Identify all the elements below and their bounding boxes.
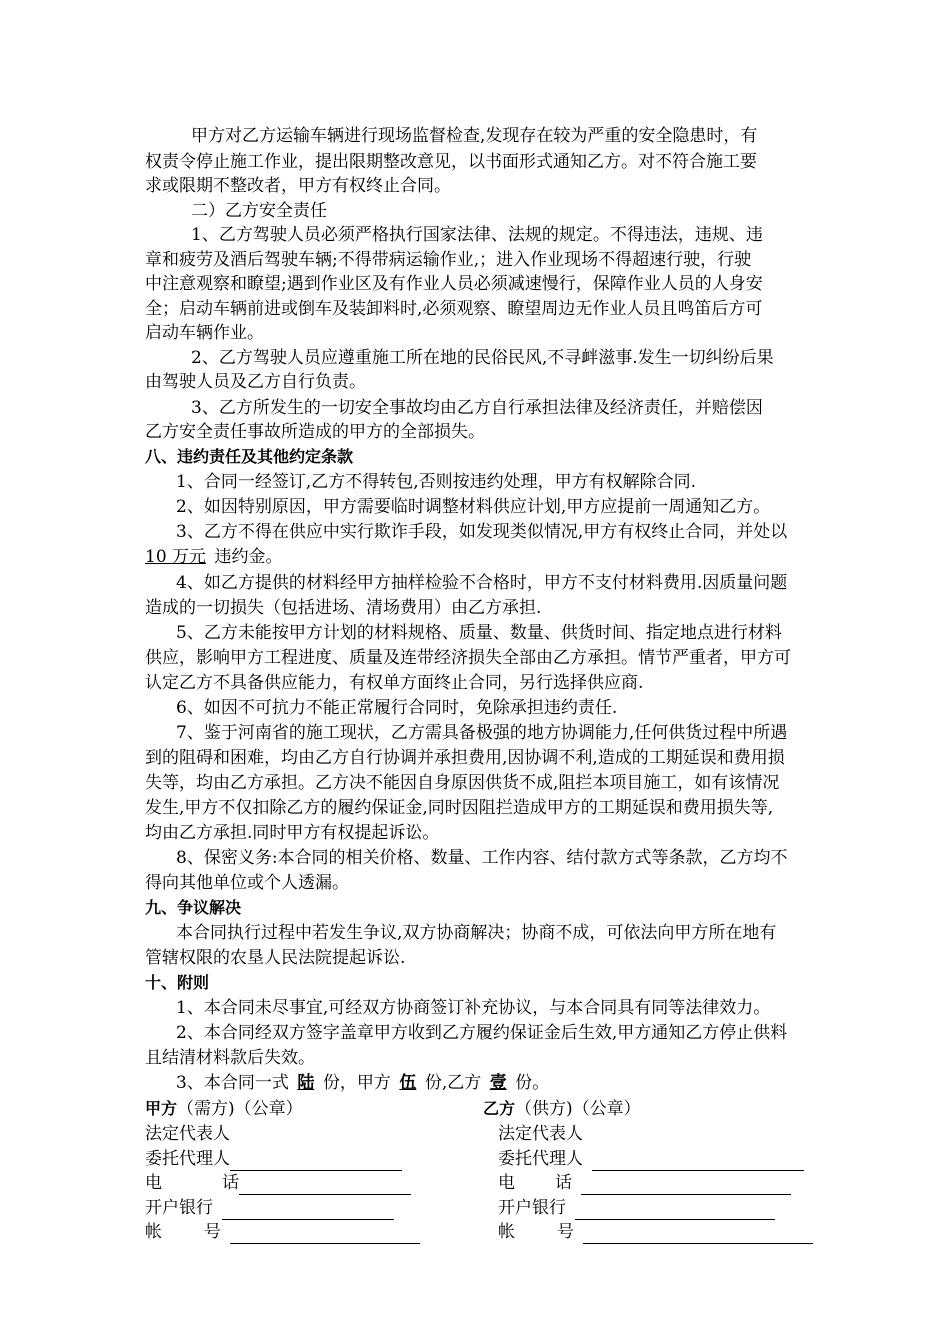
- paragraph-line: 4、如乙方提供的材料经甲方抽样检验不合格时，甲方不支付材料费用.因质量问题: [176, 573, 788, 593]
- paragraph-line: 供应，影响甲方工程进度、质量及连带经济损失全部由乙方承担。情节严重者，甲方可: [145, 648, 791, 668]
- section-heading-breach: 八、违约责任及其他约定条款: [145, 447, 354, 466]
- party-a-seal-note: （需方)（公章）: [177, 1099, 303, 1119]
- party-a-title: [145, 1097, 303, 1121]
- party-b-bank-row: [498, 1196, 775, 1220]
- section-heading-dispute: 九、争议解决: [145, 898, 242, 917]
- penalty-amount: 10 万元: [145, 547, 207, 567]
- party-a-legal-rep: 法定代表人: [145, 1124, 230, 1144]
- copies-suffix: 份。: [515, 1073, 550, 1093]
- account-label-1: 帐: [498, 1222, 515, 1242]
- paragraph-line: 求或限期不整改者，甲方有权终止合同。: [145, 176, 451, 196]
- party-b-agent-row: [498, 1147, 804, 1171]
- paragraph-line: 权责令停止施工作业，提出限期整改意见，以书面形式通知乙方。对不符合施工要: [145, 152, 757, 172]
- account-label-1: 帐: [145, 1222, 162, 1242]
- agent-label: 委托代理人: [498, 1149, 583, 1169]
- paragraph-line: 发生,甲方不仅扣除乙方的履约保证金,同时因阻拦造成甲方的工期延误和费用损失等,: [145, 798, 774, 818]
- party-b-legal-rep: 法定代表人: [498, 1124, 583, 1144]
- paragraph-line: 5、乙方未能按甲方计划的材料规格、质量、数量、供货时间、指定地点进行材料: [176, 623, 782, 643]
- party-a-phone-row: [145, 1171, 411, 1195]
- paragraph-line: 8、保密义务:本合同的相关价格、数量、工作内容、结付款方式等条款，乙方均不: [176, 848, 788, 868]
- paragraph-line: 本合同执行过程中若发生争议,双方协商解决；协商不成，可依法向甲方所在地有: [176, 923, 777, 943]
- copies-line: [176, 1071, 549, 1095]
- paragraph-line: 认定乙方不具备供应能力，有权单方面终止合同，另行选择供应商.: [145, 673, 644, 693]
- paragraph-line: 启动车辆作业。: [145, 323, 264, 343]
- party-b-bank-blank[interactable]: [575, 1202, 775, 1220]
- paragraph-line: 2、本合同经双方签字盖章甲方收到乙方履约保证金后生效,甲方通知乙方停止供料: [176, 1023, 788, 1043]
- paragraph-line: 1、合同一经签订,乙方不得转包,否则按违约处理，甲方有权解除合同.: [176, 472, 697, 492]
- paragraph-line: 且结清材料款后失效。: [145, 1048, 315, 1068]
- paragraph-line: 6、如因不可抗力不能正常履行合同时，免除承担违约责任.: [176, 698, 618, 718]
- party-a-account-blank[interactable]: [230, 1226, 420, 1244]
- paragraph-line: 到的阻碍和困难，均由乙方自行协调并承担费用,因协调不利,造成的工期延误和费用损: [145, 748, 785, 768]
- paragraph-line: 章和疲劳及酒后驾驶车辆;不得带病运输作业,；进入作业现场不得超速行驶，行驶: [145, 250, 752, 270]
- party-a-agent-blank[interactable]: [230, 1153, 402, 1171]
- party-a-agent-row: [145, 1147, 402, 1171]
- section-heading-appendix: 十、附则: [145, 973, 210, 992]
- account-label-2: 号: [204, 1222, 221, 1242]
- phone-label-2: 话: [555, 1173, 572, 1193]
- paragraph-line: 由驾驶人员及乙方自行负责。: [145, 372, 366, 392]
- party-a-account-row: [145, 1220, 420, 1244]
- party-a-phone-blank[interactable]: [239, 1177, 411, 1195]
- party-a-bank-blank[interactable]: [222, 1202, 394, 1220]
- paragraph-line: 7、鉴于河南省的施工现状，乙方需具备极强的地方协调能力,任何供货过程中所遇: [176, 723, 788, 743]
- party-b-label: 乙方: [483, 1099, 516, 1118]
- agent-label: 委托代理人: [145, 1149, 230, 1169]
- paragraph-line: 失等，均由乙方承担。乙方决不能因自身原因供货不成,阻拦本项目施工，如有该情况: [145, 773, 780, 793]
- party-b-agent-blank[interactable]: [592, 1153, 804, 1171]
- party-b-seal-note: （供方)（公章）: [515, 1099, 641, 1119]
- paragraph-line: 1、乙方驾驶人员必须严格执行国家法律、法规的规定。不得违法，违规、违: [191, 225, 763, 245]
- paragraph-line: 均由乙方承担.同时甲方有权提起诉讼。: [145, 823, 440, 843]
- party-b-title: [483, 1097, 641, 1121]
- phone-label-1: 电: [498, 1173, 515, 1193]
- paragraph-line: 全；启动车辆前进或倒车及装卸料时,必须观察、瞭望周边无作业人员且鸣笛后方可: [145, 299, 763, 319]
- bank-label: 开户银行: [145, 1198, 213, 1218]
- paragraph-line: 3、乙方不得在供应中实行欺诈手段，如发现类似情况,甲方有权终止合同，并处以: [176, 522, 788, 542]
- party-b-phone-blank[interactable]: [581, 1177, 791, 1195]
- paragraph-line: 2、乙方驾驶人员应遵重施工所在地的民俗民风,不寻衅滋事.发生一切纠纷后果: [191, 348, 774, 368]
- party-a-label: 甲方: [145, 1099, 178, 1118]
- paragraph-line: 甲方对乙方运输车辆进行现场监督检查,发现存在较为严重的安全隐患时，有: [191, 126, 758, 146]
- copies-mid: 份，甲方: [322, 1073, 391, 1093]
- phone-label-2: 话: [222, 1173, 239, 1193]
- paragraph-line: 中注意观察和瞭望;遇到作业区及有作业人员必须减速慢行，保障作业人员的人身安: [145, 274, 763, 294]
- copies-mid: 份,乙方: [424, 1073, 482, 1093]
- account-label-2: 号: [557, 1222, 574, 1242]
- copies-party-a: 伍: [399, 1073, 417, 1093]
- paragraph-line: 管辖权限的农垦人民法院提起诉讼.: [145, 948, 406, 968]
- paragraph-line: [145, 545, 283, 569]
- paragraph-line: 乙方安全责任事故所造成的甲方的全部损失。: [145, 422, 485, 442]
- subsection-heading: 二）乙方安全责任: [191, 201, 327, 221]
- paragraph-line: 1、本合同未尽事宜,可经双方协商签订补充协议，与本合同具有同等法律效力。: [176, 998, 771, 1018]
- party-b-phone-row: [498, 1171, 791, 1195]
- paragraph-line: 造成的一切损失（包括进场、清场费用）由乙方承担.: [145, 598, 542, 618]
- party-b-account-row: [498, 1220, 813, 1244]
- paragraph-line: 2、如因特别原因，甲方需要临时调整材料供应计划,甲方应提前一周通知乙方。: [176, 497, 771, 517]
- party-b-account-blank[interactable]: [583, 1226, 813, 1244]
- paragraph-line: 3、乙方所发生的一切安全事故均由乙方自行承担法律及经济责任，并赔偿因: [191, 398, 763, 418]
- phone-label-1: 电: [145, 1173, 162, 1193]
- copies-party-b: 壹: [489, 1073, 507, 1093]
- copies-total: 陆: [297, 1073, 315, 1093]
- paragraph-line: 得向其他单位或个人透漏。: [145, 873, 349, 893]
- copies-prefix: 3、本合同一式: [176, 1073, 289, 1093]
- party-a-bank-row: [145, 1196, 394, 1220]
- penalty-suffix: 违约金。: [214, 547, 283, 567]
- bank-label: 开户银行: [498, 1198, 566, 1218]
